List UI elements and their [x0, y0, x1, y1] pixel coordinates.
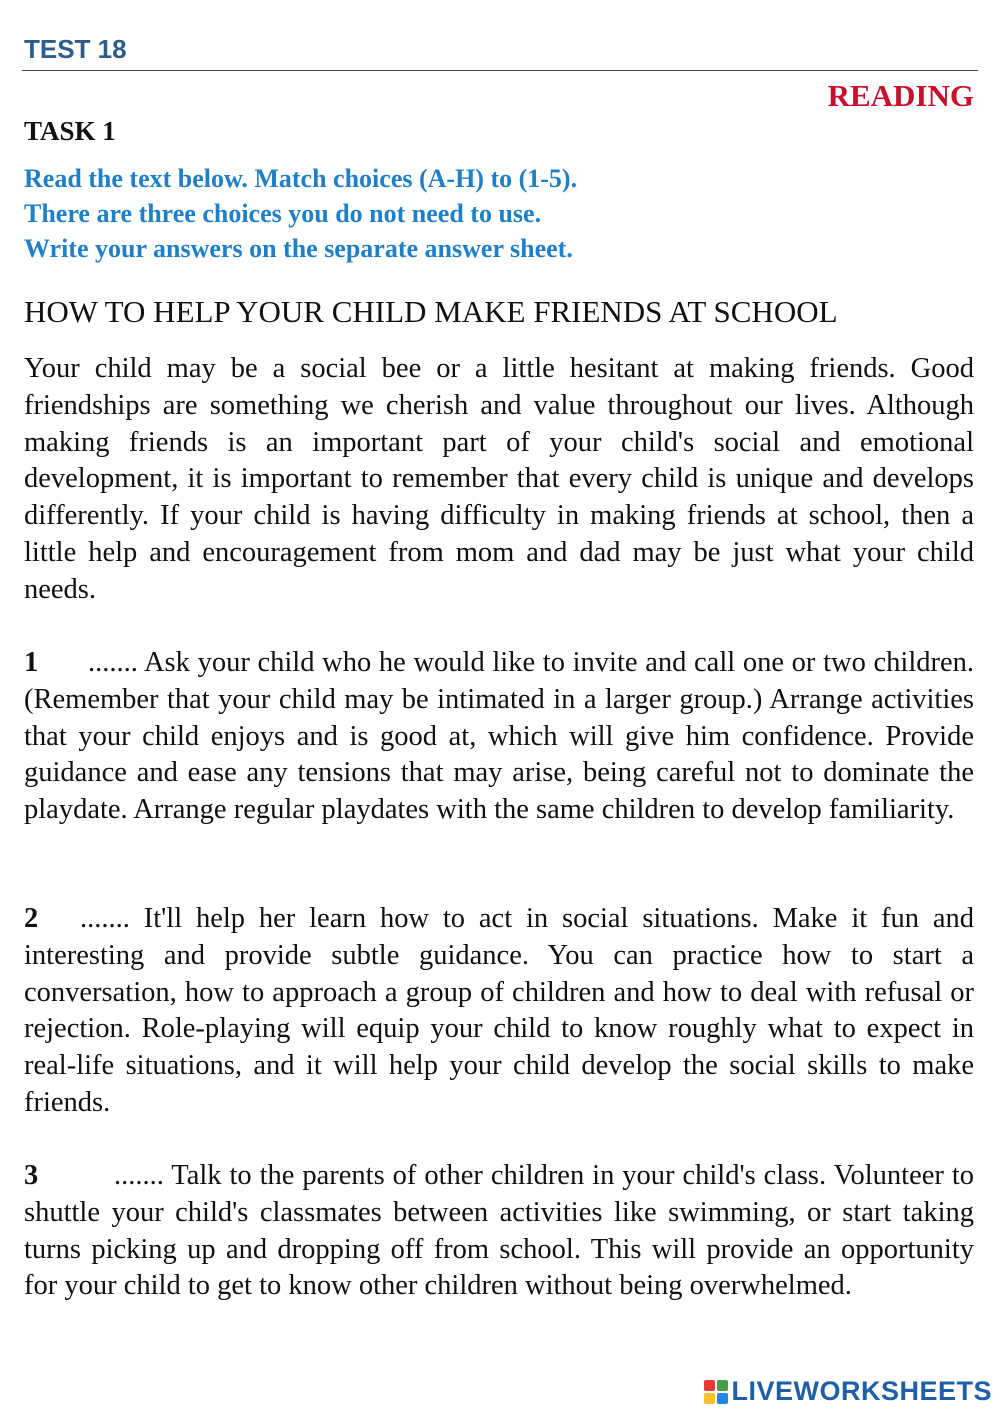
article-title: HOW TO HELP YOUR CHILD MAKE FRIENDS AT SCHOOL — [24, 294, 838, 329]
liveworksheets-logo — [704, 1376, 992, 1407]
article-paragraph — [24, 645, 974, 829]
paragraph-number: 1 — [24, 647, 39, 678]
paragraph-text: ....... Ask your child who he would like to invite and call one or two children. (Remember that your child may be intimated in a larger group.) Arrange activities that your child enjoys and is good at, which will give him confidence. Provide guidance and ease any tensions that may arise, being careful not to dominate the playdate. Arrange regular playdates with the same children to develop familiarity. — [24, 647, 974, 826]
task-label: TASK 1 — [24, 116, 116, 146]
article-intro: Your child may be a social bee or a little hesitant at making friends. Good friendships are something we cherish and value throughout our lives. Although making friends is an important part of your child's social and emotional development, it is important to remember that every child is unique and develops differently. If your child is having difficulty in making friends at school, then a little help and encouragement from mom and dad may be just what your child needs. — [24, 353, 974, 605]
task-instructions — [24, 161, 577, 266]
instruction-line: Read the text below. Match choices (A-H) to (1-5). — [24, 164, 578, 193]
instruction-line: Write your answers on the separate answer sheet. — [24, 234, 573, 263]
paragraph-number: 2 — [24, 903, 39, 934]
article-paragraph — [24, 901, 974, 1122]
header-divider — [22, 70, 978, 71]
paragraph-text: ....... It'll help her learn how to act in social situations. Make it fun and interesting and provide subtle guidance. You can practice how to start a conversation, how to approach a group of children and how to deal with refusal or rejection. Role-playing will equip your child to know roughly what to expect in real-life situations, and it will help your child develop the social skills to make friends. — [24, 903, 974, 1118]
test-title: TEST 18 — [24, 34, 127, 64]
instruction-line: There are three choices you do not need to use. — [24, 199, 542, 228]
brand-name: LIVEWORKSHEETS — [731, 1376, 992, 1406]
liveworksheets-logo-icon — [704, 1380, 728, 1404]
paragraph-number: 3 — [24, 1160, 39, 1191]
paragraph-text: ....... Talk to the parents of other children in your child's class. Volunteer to shuttle your child's classmates between activities like swimming, or start taking turns picking up and dropping off from school. This will provide an opportunity for your child to get to know other children without being overwhelmed. — [24, 1160, 974, 1302]
article-paragraph — [24, 1158, 974, 1305]
section-label: READING — [827, 78, 974, 113]
